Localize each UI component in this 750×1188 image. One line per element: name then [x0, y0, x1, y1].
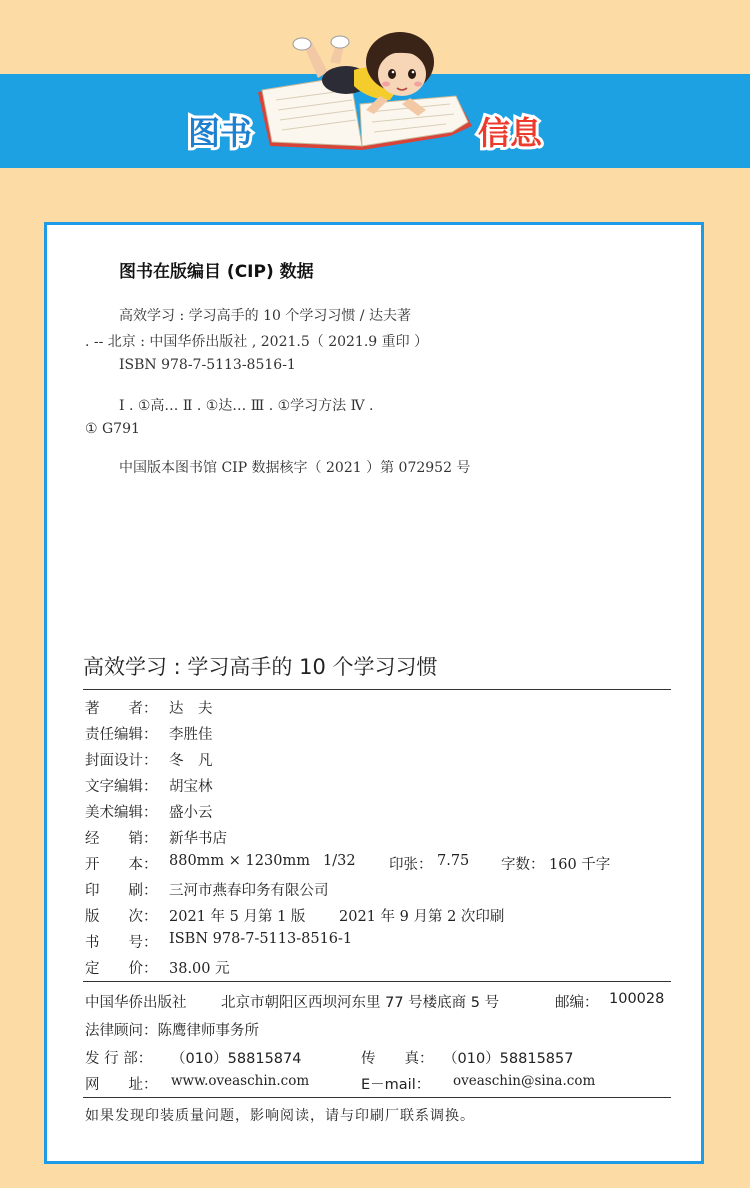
author-label: 著 者： — [85, 701, 158, 717]
text-editor-label: 文字编辑： — [85, 779, 158, 795]
sheets-label: 印张： — [389, 857, 433, 873]
art-editor-label: 美术编辑： — [85, 805, 158, 821]
reading-girl-illustration — [250, 0, 480, 170]
cip-line-3: ISBN 978-7-5113-8516-1 — [119, 357, 296, 373]
legal-counsel: 法律顾问：陈鹰律师事务所 — [85, 1023, 259, 1039]
cip-line-4: Ⅰ . ①高… Ⅱ . ①达… Ⅲ . ①学习方法 Ⅳ . — [119, 398, 374, 414]
price-label: 定 价： — [85, 961, 158, 977]
postcode: 100028 — [609, 991, 665, 1007]
quality-notice: 如果发现印装质量问题，影响阅读，请与印刷厂联系调换。 — [85, 1108, 475, 1124]
email-label: E－mail： — [361, 1077, 431, 1093]
email: oveaschin@sina.com — [453, 1073, 596, 1089]
info-card — [44, 222, 704, 1164]
publisher-name: 中国华侨出版社 — [85, 995, 187, 1011]
publisher-divider — [83, 1097, 671, 1098]
website-label: 网 址： — [85, 1077, 158, 1093]
fold: 1/32 — [323, 853, 356, 869]
distribution-label: 发 行 部： — [85, 1051, 153, 1067]
fax: （010）58815857 — [443, 1051, 574, 1067]
text-editor: 胡宝林 — [169, 779, 213, 795]
printer: 三河市燕春印务有限公司 — [169, 883, 329, 899]
cover-design: 冬 凡 — [169, 753, 213, 769]
printer-label: 印 刷： — [85, 883, 158, 899]
postcode-label: 邮编： — [555, 995, 599, 1011]
editor-label: 责任编辑： — [85, 727, 158, 743]
cip-line-2: . -- 北京 : 中国华侨出版社 , 2021.5（ 2021.9 重印 ） — [85, 334, 429, 350]
cip-line-6: 中国版本图书馆 CIP 数据核字（ 2021 ）第 072952 号 — [119, 460, 471, 476]
words: 160 千字 — [549, 857, 611, 873]
art-editor: 盛小云 — [169, 805, 213, 821]
details-divider — [83, 981, 671, 982]
header-title-left: 图书 — [188, 114, 253, 152]
edition: 2021 年 5 月第 1 版 — [169, 909, 306, 925]
editor: 李胜佳 — [169, 727, 213, 743]
publisher-address: 北京市朝阳区西坝河东里 77 号楼底商 5 号 — [221, 995, 500, 1011]
distribution-phone: （010）58815874 — [171, 1051, 302, 1067]
cip-line-5: ① G791 — [85, 421, 140, 437]
book-title: 高效学习 : 学习高手的 10 个学习习惯 — [83, 655, 438, 679]
sheets: 7.75 — [437, 853, 470, 869]
cover-design-label: 封面设计： — [85, 753, 158, 769]
distributor-label: 经 销： — [85, 831, 158, 847]
header-title-right: 信息 — [478, 114, 543, 152]
cip-line-1: 高效学习 : 学习高手的 10 个学习习惯 / 达夫著 — [119, 308, 411, 324]
reprint: 2021 年 9 月第 2 次印刷 — [339, 909, 505, 925]
cip-heading: 图书在版编目 (CIP) 数据 — [119, 262, 314, 282]
isbn-label: 书 号： — [85, 935, 158, 951]
price: 38.00 元 — [169, 961, 230, 977]
distributor: 新华书店 — [169, 831, 227, 847]
format-label: 开 本： — [85, 857, 158, 873]
author: 达 夫 — [169, 701, 213, 717]
fax-label: 传 真： — [361, 1051, 434, 1067]
format: 880mm × 1230mm — [169, 853, 310, 869]
isbn: ISBN 978-7-5113-8516-1 — [169, 931, 353, 947]
website: www.oveaschin.com — [171, 1073, 310, 1089]
title-divider — [83, 689, 671, 690]
edition-label: 版 次： — [85, 909, 158, 925]
words-label: 字数： — [501, 857, 545, 873]
